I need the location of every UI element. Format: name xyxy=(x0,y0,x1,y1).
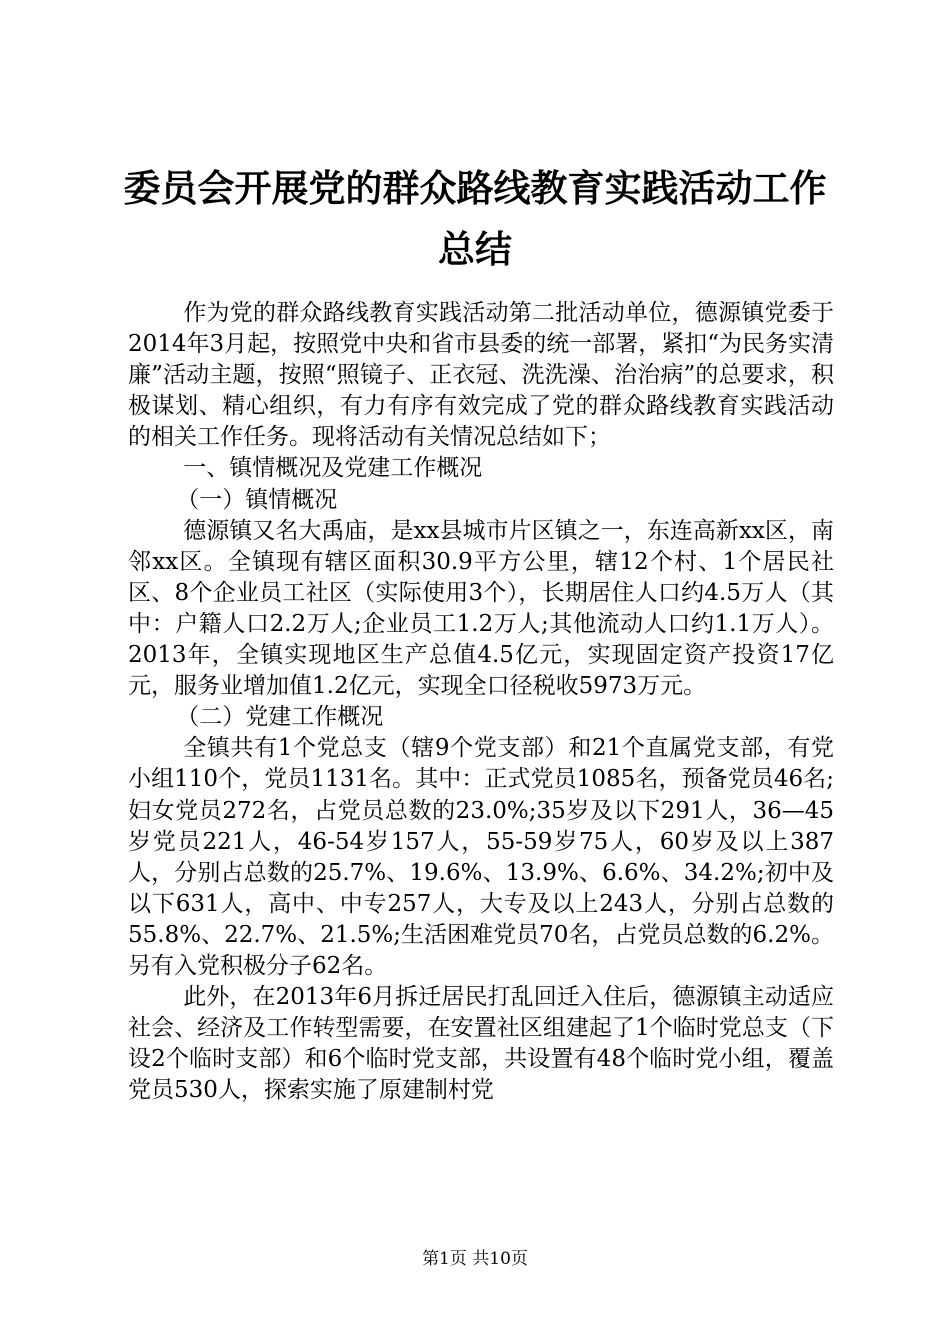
town-overview-paragraph: 德源镇又名大禹庙，是xx县城市片区镇之一，东连高新xx区，南邻xx区。全镇现有辖区面积30.9平方公里，辖12个村、1个居民社区、8个企业员工社区（实际使用3个），长期居住人口约4.5万人（其中：户籍人口2.2万人;企业员工1.2万人;其他流动人口约1.1万人）。2013年，全镇实现地区生产总值4.5亿元，实现固定资产投资17亿元，服务业增加值1.2亿元，实现全口径税收5973万元。 xyxy=(128,517,834,700)
intro-paragraph: 作为党的群众路线教育实践活动第二批活动单位，德源镇党委于2014年3月起，按照党中央和省市县委的统一部署，紧扣“为民务实清廉”活动主题，按照“照镜子、正衣冠、洗洗澡、治治病”的总要求，积极谋划、精心组织，有力有序有效完成了党的群众路线教育实践活动的相关工作任务。现将活动有关情况总结如下； xyxy=(128,300,834,451)
subsection-heading-1: （一）镇情概况 xyxy=(176,486,338,513)
party-overview-paragraph: 全镇共有1个党总支（辖9个党支部）和21个直属党支部，有党小组110个，党员1131名。其中：正式党员1085名，预备党员46名;妇女党员272名，占党员总数的23.0%;35岁及以下291人，36—45岁党员221人，46-54岁157人，55-59岁75人，60岁及以上387人，分别占总数的25.7%、19.6%、13.9%、6.6%、34.2%;初中及以下631人，高中、中专257人，大专及以上243人，分别占总数的55.8%、22.7%、21.5%;生活困难党员70名，占党员总数的6.2%。另有入党积极分子62名。 xyxy=(128,735,834,979)
section-heading-1: 一、镇情概况及党建工作概况 xyxy=(183,455,483,482)
document-title: 委员会开展党的群众路线教育实践活动工作总结 xyxy=(123,167,827,271)
additional-paragraph: 此外，在2013年6月拆迁居民打乱回迁入住后，德源镇主动适应社会、经济及工作转型需要，在安置社区组建起了1个临时党总支（下设2个临时支部）和6个临时党支部，共设置有48个临时党小组，覆盖党员530人，探索实施了原建制村党 xyxy=(128,984,834,1104)
page-number: 第1页 共10页 xyxy=(422,1249,528,1269)
subsection-heading-2: （二）党建工作概况 xyxy=(176,704,384,731)
document-body xyxy=(128,298,834,1106)
